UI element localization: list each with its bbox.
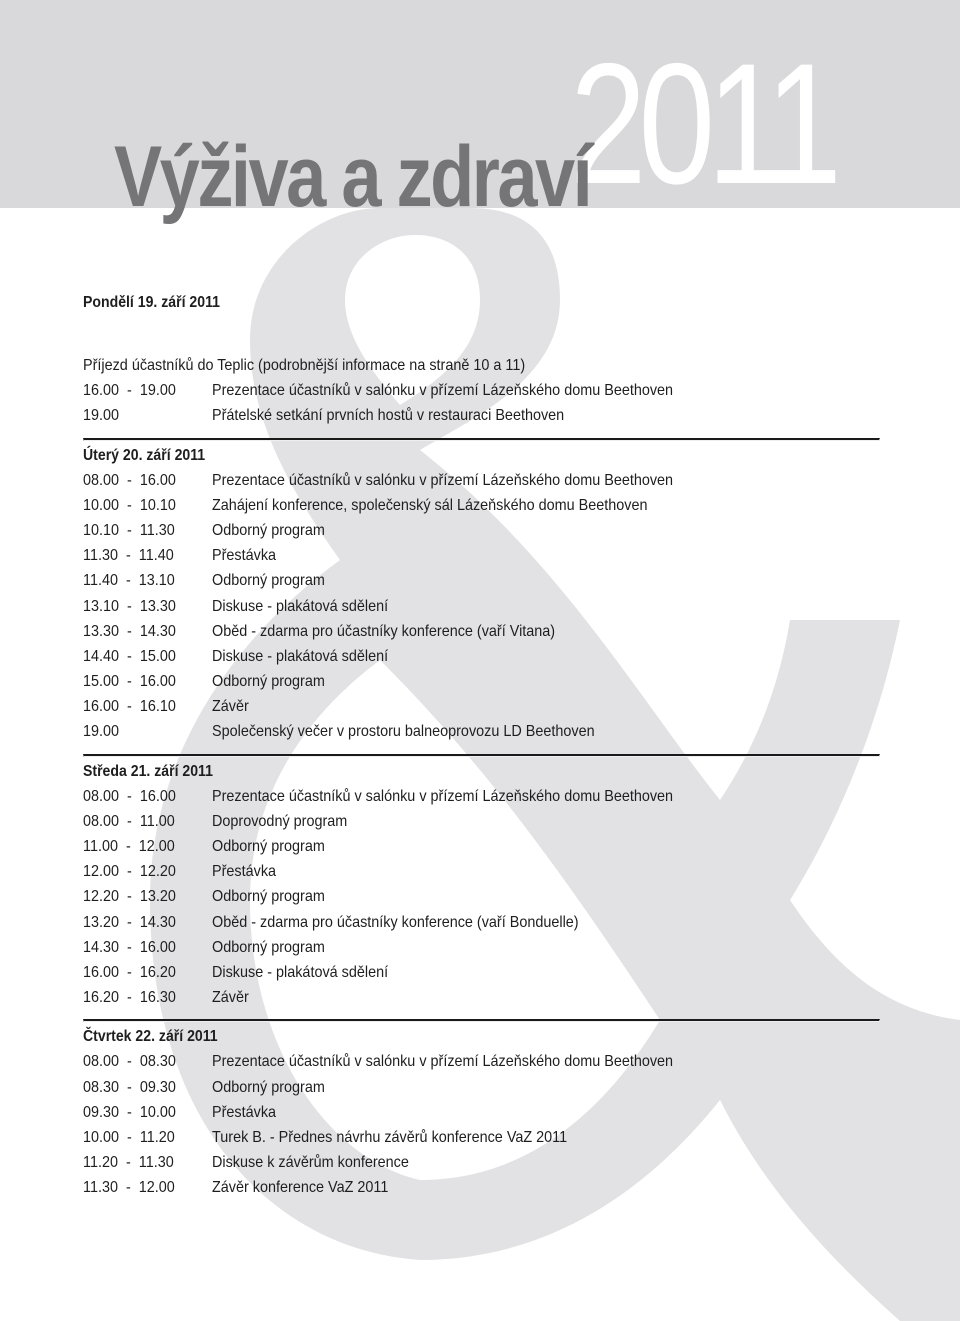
row-text: Odborný program [212,888,325,906]
row-text: Diskuse - plakátová sdělení [212,963,389,981]
schedule-row [83,1049,883,1074]
day-title: Pondělí 19. září 2011 [83,294,220,311]
day-title: Úterý 20. září 2011 [83,446,206,464]
row-time: 19.00 [83,407,120,425]
row-time: 08.00 - 16.00 [83,471,176,489]
schedule-row [83,493,883,518]
row-time: 10.00 - 11.20 [83,1128,175,1146]
row-text: Přestávka [212,547,277,565]
row-time: 11.40 - 13.10 [83,572,175,590]
row-time: 08.30 - 09.30 [83,1078,176,1096]
row-time: 14.40 - 15.00 [83,647,176,665]
row-text: Závěr [212,698,249,716]
row-time: 13.20 - 14.30 [83,913,176,931]
row-time: 13.10 - 13.30 [83,597,176,615]
row-text: Oběd - zdarma pro účastníky konference (vaří Bonduelle) [212,913,579,931]
day-title: Středa 21. září 2011 [83,762,213,780]
day-title: Čtvrtek 22. září 2011 [83,1028,218,1046]
row-text: Příjezd účastníků do Teplic (podrobnější informace na straně 10 a 11) [83,357,526,374]
schedule-row [83,543,883,568]
row-time: 12.00 - 12.20 [83,863,176,881]
schedule-row [83,619,883,644]
row-time: 11.00 - 12.00 [83,838,175,855]
schedule-row [83,518,883,543]
row-time: 10.00 - 10.10 [83,496,176,514]
schedule-row [83,834,883,859]
row-time: 10.10 - 11.30 [83,521,175,539]
row-time: 13.30 - 14.30 [83,622,176,640]
schedule-row [83,910,883,935]
row-text: Odborný program [212,521,325,539]
schedule-row [83,784,883,809]
row-time: 11.20 - 11.30 [83,1154,174,1172]
row-text: Závěr konference VaZ 2011 [212,1179,389,1197]
row-text: Společenský večer v prostoru balneoprovozu LD Beethoven [212,723,595,741]
row-text: Prezentace účastníků v salónku v přízemí Lázeňského domu Beethoven [212,471,674,489]
schedule-row [83,403,883,428]
row-text: Prezentace účastníků v salónku v přízemí Lázeňského domu Beethoven [212,382,674,400]
row-time: 11.30 - 11.40 [83,547,174,565]
schedule-row [83,378,883,403]
schedule-row [83,1075,883,1100]
schedule-row [83,694,883,719]
row-text: Prezentace účastníků v salónku v přízemí Lázeňského domu Beethoven [212,787,674,805]
row-text: Diskuse - plakátová sdělení [212,647,389,665]
row-time: 12.20 - 13.20 [83,888,176,906]
row-text: Odborný program [212,673,325,691]
row-time: 08.00 - 08.30 [83,1053,176,1071]
schedule [83,290,883,1200]
schedule-row [83,669,883,694]
row-text: Přestávka [212,1103,277,1121]
row-time: 08.00 - 16.00 [83,787,176,805]
row-text: Odborný program [212,1078,325,1096]
row-text: Zahájení konference, společenský sál Lázeňského domu Beethoven [212,496,648,514]
row-text: Odborný program [212,572,325,590]
schedule-row [83,935,883,960]
schedule-row [83,1100,883,1125]
schedule-row [83,985,883,1010]
row-text: Přátelské setkání prvních hostů v restauraci Beethoven [212,407,565,425]
schedule-row [83,1175,883,1200]
schedule-row [83,809,883,834]
schedule-row [83,960,883,985]
row-text: Přestávka [212,863,277,881]
row-time: 09.30 - 10.00 [83,1103,176,1121]
row-text: Diskuse - plakátová sdělení [212,597,389,615]
schedule-row [83,644,883,669]
schedule-row [83,884,883,909]
schedule-row [83,1125,883,1150]
schedule-row [83,1150,883,1175]
page-title: Výživa a zdraví [114,129,591,225]
row-time: 16.00 - 16.20 [83,963,176,981]
row-text: Doprovodný program [212,812,348,830]
row-time: 16.00 - 16.10 [83,698,176,716]
row-time: 08.00 - 11.00 [83,812,175,830]
row-time: 16.00 - 19.00 [83,382,176,400]
schedule-row [83,468,883,493]
row-text: Prezentace účastníků v salónku v přízemí Lázeňského domu Beethoven [212,1053,674,1071]
schedule-row [83,859,883,884]
schedule-row [83,353,883,378]
row-time: 11.30 - 12.00 [83,1179,175,1197]
row-time: 14.30 - 16.00 [83,938,176,956]
row-text: Odborný program [212,838,325,855]
row-text: Oběd - zdarma pro účastníky konference (vaří Vitana) [212,622,556,640]
schedule-row [83,568,883,593]
row-text: Závěr [212,989,249,1007]
row-time: 15.00 - 16.00 [83,673,176,691]
row-text: Diskuse k závěrům konference [212,1154,409,1172]
schedule-row [83,594,883,619]
row-time: 19.00 [83,723,120,741]
header-year: 2011 [570,28,834,220]
schedule-row [83,719,883,744]
row-text: Odborný program [212,938,325,956]
row-time: 16.20 - 16.30 [83,989,176,1007]
row-text: Turek B. - Přednes návrhu závěrů konference VaZ 2011 [212,1128,568,1146]
